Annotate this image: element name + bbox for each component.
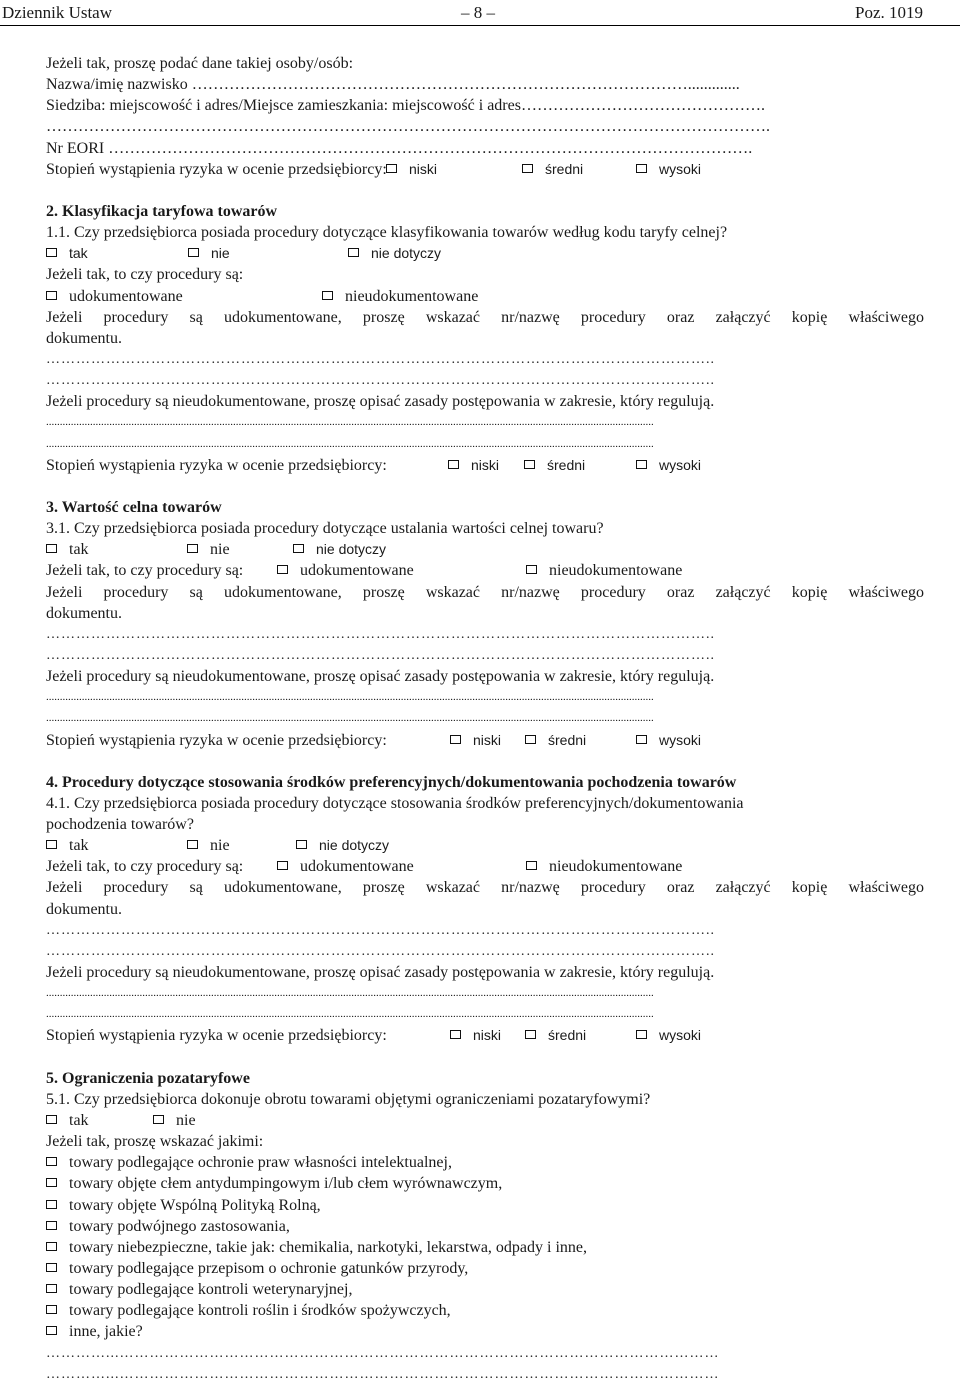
risk-label: Stopień wystąpienia ryzyka w ocenie przedsiębiorcy:	[46, 456, 387, 474]
documented-instruction-end: dokumentu.	[46, 329, 122, 347]
risk-row	[46, 455, 924, 476]
risk-mid-option: średni	[548, 731, 587, 748]
risk-high-option: wysoki	[659, 456, 702, 473]
answer-field[interactable]: .............................................................................................................................................................................................................................	[46, 437, 654, 450]
documented-row	[46, 286, 924, 307]
answer-field[interactable]: ……………………………………………………………………………………………………………………..	[46, 626, 715, 642]
risk-low-option: niski	[473, 1027, 502, 1044]
list-item: inne, jakie?	[46, 1321, 924, 1342]
checkbox-icon[interactable]	[348, 248, 359, 257]
risk-row	[46, 730, 924, 751]
procedures-prompt: Jeżeli tak, to czy procedury są:	[46, 858, 244, 876]
list-item: towary niebezpieczne, takie jak: chemikalia, narkotyki, lekarstwa, odpady i inne,	[46, 1237, 924, 1258]
checkbox-icon[interactable]	[448, 460, 459, 469]
risk-row	[46, 1025, 924, 1046]
answer-row	[46, 243, 924, 264]
answer-yes: tak	[69, 541, 89, 559]
answer-yes: tak	[69, 1112, 89, 1130]
answer-no: nie	[210, 837, 230, 855]
section-3-title: 3. Wartość celna towarów	[46, 498, 222, 516]
answer-yes: tak	[69, 837, 89, 855]
checkbox-icon[interactable]	[187, 840, 198, 849]
undocumented-instruction: Jeżeli procedury są nieudokumentowane, proszę opisać zasady postępowania w zakresie, który regulują.	[46, 393, 715, 411]
eori-field[interactable]: Nr EORI ………………………………………………………………………………………………………….	[46, 139, 753, 157]
answer-row	[46, 539, 924, 560]
journal-name: Dziennik Ustaw	[2, 3, 113, 22]
answer-row	[46, 1110, 924, 1131]
checkbox-icon[interactable]	[46, 1221, 57, 1230]
answer-na: nie dotyczy	[371, 245, 442, 262]
list-item: towary podlegające kontroli weterynaryjnej,	[46, 1279, 924, 1300]
answer-field[interactable]: ……………………………………………………………………………………………………………………..	[46, 351, 715, 367]
undocumented-instruction: Jeżeli procedury są nieudokumentowane, proszę opisać zasady postępowania w zakresie, który regulują.	[46, 668, 715, 686]
checkbox-icon[interactable]	[46, 1284, 57, 1293]
checkbox-icon[interactable]	[46, 1200, 57, 1209]
checkbox-icon[interactable]	[526, 565, 537, 574]
answer-field[interactable]: ……………………………………………………………………………………………………………………..	[46, 373, 715, 389]
documented-instruction-end: dokumentu.	[46, 604, 122, 622]
name-field[interactable]: Nazwa/imię nazwisko ………………………………………………………………………………….............	[46, 76, 740, 94]
answer-field[interactable]: .............................................................................................................................................................................................................................	[46, 987, 654, 1000]
answer-field[interactable]: .............................................................................................................................................................................................................................	[46, 416, 654, 429]
procedures-row	[46, 560, 924, 581]
checkbox-icon[interactable]	[322, 291, 333, 300]
seat-field-continued[interactable]: ……………………………………………………………………………………………………………………….	[46, 118, 770, 136]
checkbox-icon[interactable]	[188, 248, 199, 257]
undocumented-option: nieudokumentowane	[345, 287, 479, 305]
checkbox-icon[interactable]	[296, 840, 307, 849]
section-5-question: 5.1. Czy przedsiębiorca dokonuje obrotu towarami objętymi ograniczeniami pozataryfowymi?	[46, 1090, 651, 1108]
answer-no: nie	[176, 1112, 196, 1130]
documented-option: udokumentowane	[300, 858, 414, 876]
risk-label: Stopień wystąpienia ryzyka w ocenie przedsiębiorcy:	[46, 1027, 387, 1045]
risk-low-option: niski	[471, 456, 500, 473]
position-number: Poz. 1019	[855, 3, 923, 22]
checkbox-icon[interactable]	[46, 248, 57, 257]
procedures-prompt: Jeżeli tak, to czy procedury są:	[46, 562, 244, 580]
answer-field[interactable]: ……………………………………………………………………………………………………………………..	[46, 922, 715, 938]
checkbox-icon[interactable]	[293, 544, 304, 553]
risk-label: Stopień wystąpienia ryzyka w ocenie przedsiębiorcy:	[46, 731, 387, 749]
checkbox-icon[interactable]	[46, 1157, 57, 1166]
answer-field[interactable]: .............................................................................................................................................................................................................................	[46, 691, 654, 704]
list-item: towary podlegające ochronie praw własności intelektualnej,	[46, 1152, 924, 1173]
checkbox-icon[interactable]	[277, 861, 288, 870]
answer-row	[46, 835, 924, 856]
list-item: towary podlegające przepisom o ochronie gatunków przyrody,	[46, 1258, 924, 1279]
list-item: towary objęte cłem antydumpingowym i/lub cłem wyrównawczym,	[46, 1173, 924, 1194]
answer-field[interactable]: …………...…………………………………………………………………………………………………………	[46, 1366, 720, 1382]
answer-field[interactable]: …………...…………………………………………………………………………………………………………	[46, 1345, 720, 1361]
checkbox-icon[interactable]	[525, 1030, 536, 1039]
checkbox-icon[interactable]	[524, 460, 535, 469]
risk-high-option: wysoki	[659, 160, 702, 177]
answer-yes: tak	[69, 245, 88, 262]
risk-low-option: niski	[473, 731, 502, 748]
documented-instruction-end: dokumentu.	[46, 900, 122, 918]
section-5-title: 5. Ograniczenia pozataryfowe	[46, 1069, 250, 1087]
answer-na: nie dotyczy	[319, 837, 390, 854]
answer-no: nie	[211, 245, 230, 262]
checkbox-icon[interactable]	[46, 840, 57, 849]
section-4-question: 4.1. Czy przedsiębiorca posiada procedury dotyczące stosowania środków preferencyjnych/dokumentowania	[46, 794, 744, 812]
section-4-title: 4. Procedury dotyczące stosowania środków preferencyjnych/dokumentowania pochodzenia towarów	[46, 773, 737, 791]
checkbox-icon[interactable]	[46, 1326, 57, 1335]
answer-na: nie dotyczy	[316, 541, 387, 558]
checkbox-icon[interactable]	[636, 1030, 647, 1039]
seat-field[interactable]: Siedziba: miejscowość i adres/Miejsce zamieszkania: miejscowość i adres……………………………………….	[46, 97, 765, 115]
checkbox-icon[interactable]	[46, 1115, 57, 1124]
list-item: towary podwójnego zastosowania,	[46, 1216, 924, 1237]
section-2-title: 2. Klasyfikacja taryfowa towarów	[46, 202, 278, 220]
checkbox-icon[interactable]	[46, 1305, 57, 1314]
risk-mid-option: średni	[548, 1027, 587, 1044]
checkbox-icon[interactable]	[46, 544, 57, 553]
risk-mid-option: średni	[547, 456, 586, 473]
checkbox-icon[interactable]	[636, 460, 647, 469]
checkbox-icon[interactable]	[277, 565, 288, 574]
risk-label: Stopień wystąpienia ryzyka w ocenie przedsiębiorcy:	[46, 160, 387, 178]
checkbox-icon[interactable]	[46, 291, 57, 300]
checkbox-icon[interactable]	[46, 1178, 57, 1187]
documented-instruction: Jeżeli procedury są udokumentowane, proszę wskazać nr/nazwę procedury oraz załączyć kopię właściwego	[46, 308, 924, 326]
risk-row	[46, 159, 924, 180]
answer-field[interactable]: ……………………………………………………………………………………………………………………..	[46, 943, 715, 959]
checkbox-icon[interactable]	[386, 164, 397, 173]
documented-option: udokumentowane	[300, 562, 414, 580]
restrictions-prompt: Jeżeli tak, proszę wskazać jakimi:	[46, 1133, 264, 1151]
section-3-question: 3.1. Czy przedsiębiorca posiada procedury dotyczące ustalania wartości celnej towaru?	[46, 520, 604, 538]
checkbox-icon[interactable]	[525, 735, 536, 744]
documented-instruction: Jeżeli procedury są udokumentowane, proszę wskazać nr/nazwę procedury oraz załączyć kopię właściwego	[46, 879, 924, 897]
answer-no: nie	[210, 541, 230, 559]
risk-low-option: niski	[409, 160, 438, 177]
risk-high-option: wysoki	[659, 1027, 702, 1044]
checkbox-icon[interactable]	[636, 735, 647, 744]
restrictions-list	[46, 1152, 924, 1342]
undocumented-option: nieudokumentowane	[549, 562, 683, 580]
answer-field[interactable]: .............................................................................................................................................................................................................................	[46, 712, 654, 725]
procedures-row	[46, 856, 924, 877]
checkbox-icon[interactable]	[636, 164, 647, 173]
checkbox-icon[interactable]	[46, 1242, 57, 1251]
checkbox-icon[interactable]	[46, 1263, 57, 1272]
persons-prompt: Jeżeli tak, proszę podać dane takiej osoby/osób:	[46, 55, 354, 72]
list-item: towary objęte Wspólną Polityką Rolną,	[46, 1195, 924, 1216]
undocumented-instruction: Jeżeli procedury są nieudokumentowane, proszę opisać zasady postępowania w zakresie, który regulują.	[46, 964, 715, 982]
procedures-prompt: Jeżeli tak, to czy procedury są:	[46, 266, 244, 284]
document-body	[46, 53, 924, 1385]
checkbox-icon[interactable]	[187, 544, 198, 553]
documented-instruction: Jeżeli procedury są udokumentowane, proszę wskazać nr/nazwę procedury oraz załączyć kopię właściwego	[46, 583, 924, 601]
section-2-question: 1.1. Czy przedsiębiorca posiada procedury dotyczące klasyfikowania towarów według kodu taryfy celnej?	[46, 224, 728, 242]
checkbox-icon[interactable]	[522, 164, 533, 173]
page-number: – 8 –	[461, 3, 495, 22]
checkbox-icon[interactable]	[450, 1030, 461, 1039]
checkbox-icon[interactable]	[153, 1115, 164, 1124]
undocumented-option: nieudokumentowane	[549, 858, 683, 876]
header-rule	[0, 25, 960, 26]
risk-mid-option: średni	[545, 160, 584, 177]
documented-option: udokumentowane	[69, 287, 183, 305]
checkbox-icon[interactable]	[450, 735, 461, 744]
answer-field[interactable]: .............................................................................................................................................................................................................................	[46, 1008, 654, 1021]
section-4-question-end: pochodzenia towarów?	[46, 816, 194, 834]
checkbox-icon[interactable]	[526, 861, 537, 870]
answer-field[interactable]: ……………………………………………………………………………………………………………………..	[46, 647, 715, 663]
risk-high-option: wysoki	[659, 731, 702, 748]
list-item: towary podlegające kontroli roślin i środków spożywczych,	[46, 1300, 924, 1321]
